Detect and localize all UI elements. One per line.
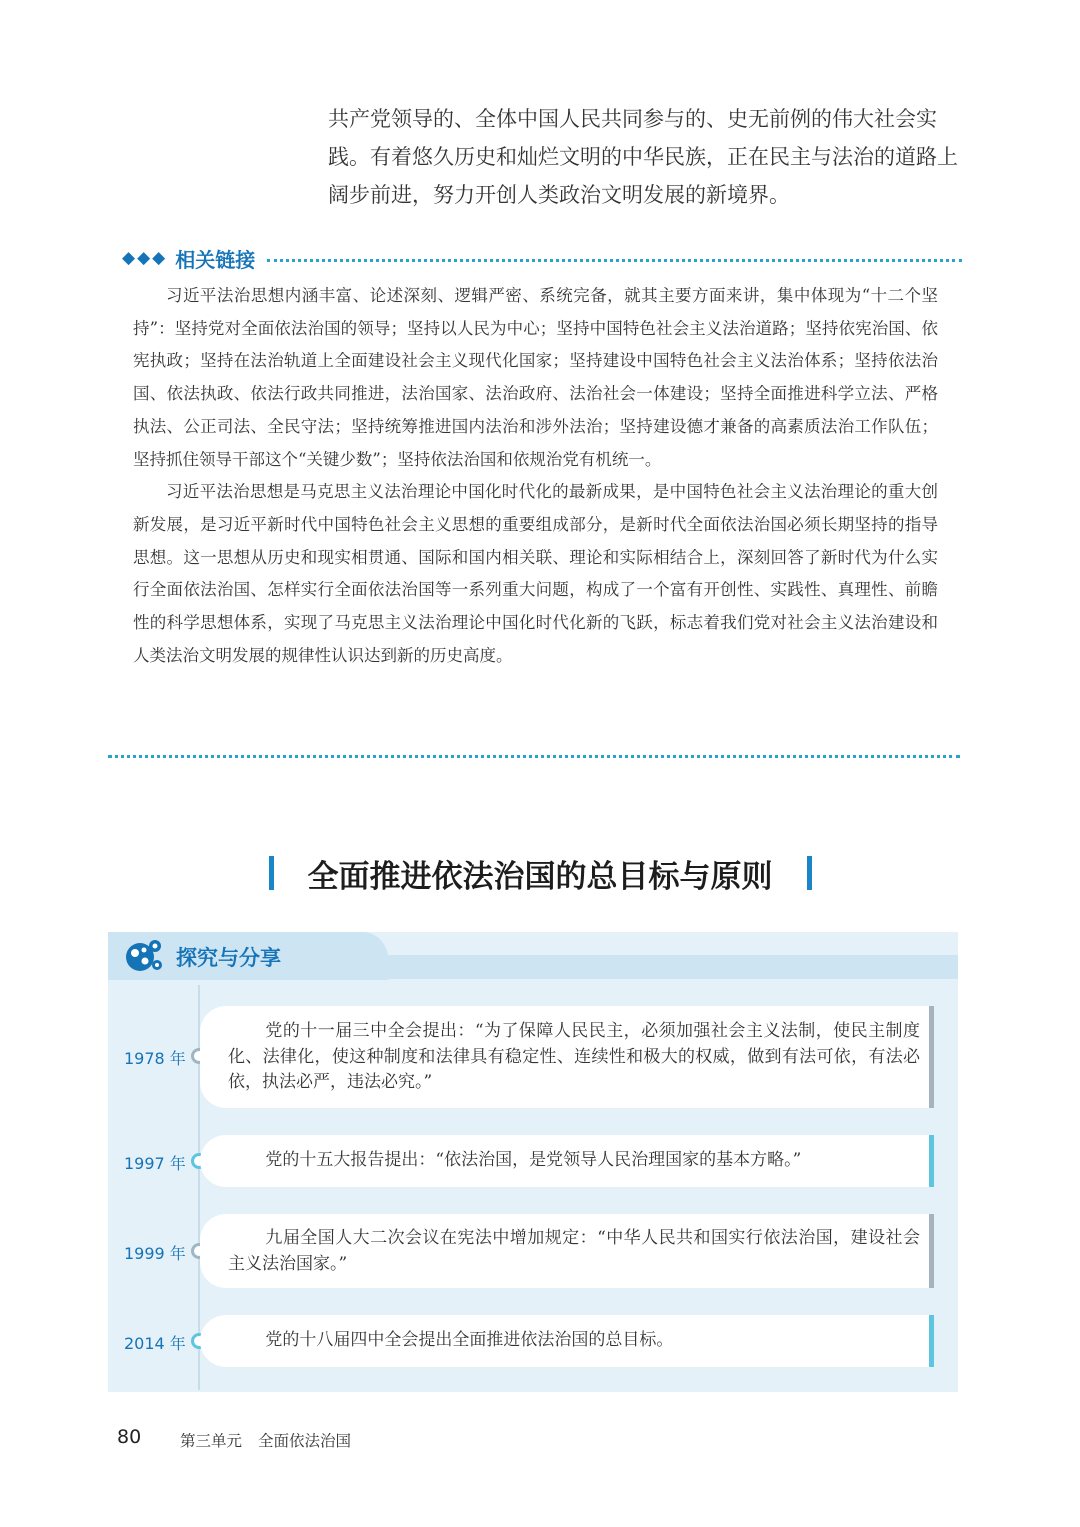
timeline-year: 1997 年: [124, 1154, 186, 1173]
timeline-card: [200, 1006, 934, 1108]
related-links-header: [122, 242, 962, 274]
card-edge: [929, 1315, 934, 1367]
unit-title: 全面依法治国: [258, 1432, 352, 1450]
unit-number: 第三单元: [180, 1432, 243, 1450]
timeline-year: 2014 年: [124, 1334, 186, 1353]
timeline-card: [200, 1214, 934, 1288]
section-title: 全面推进依法治国的总目标与原则: [307, 858, 773, 895]
card-edge: [929, 1006, 934, 1108]
page-number: 80: [117, 1426, 142, 1448]
related-links-body: [133, 280, 938, 672]
dotted-divider: [267, 259, 962, 262]
timeline-card-text: 党的十八届四中全会提出全面推进依法治国的总目标。: [265, 1330, 674, 1350]
related-links-title: 相关链接: [175, 247, 256, 272]
timeline-year: 1978 年: [124, 1049, 186, 1068]
footer-unit-label: [180, 1429, 367, 1451]
heading-right-bar: [807, 856, 812, 890]
share-bubbles-icon: [124, 937, 164, 975]
timeline-card-text: 九届全国人大二次会议在宪法中增加规定：“中华人民共和国实行依法治国，建设社会主义法治国家。”: [228, 1228, 920, 1274]
dotted-divider-bottom: [108, 755, 960, 758]
timeline-year: 1999 年: [124, 1244, 186, 1263]
card-edge: [929, 1214, 934, 1288]
diamond-bullets-icon: ◆◆◆: [122, 248, 168, 268]
heading-left-bar: [269, 856, 274, 890]
card-edge: [929, 1135, 934, 1187]
timeline-card-text: 党的十一届三中全会提出：“为了保障人民民主，必须加强社会主义法制，使民主制度化、法律化，使这种制度和法律具有稳定性、连续性和极大的权威，做到有法可依，有法必依，执法必严，违法必究。”: [228, 1021, 920, 1092]
related-links-paragraph: 习近平法治思想内涵丰富、论述深刻、逻辑严密、系统完备，就其主要方面来讲，集中体现为“十二个坚持”：坚持党对全面依法治国的领导；坚持以人民为中心；坚持中国特色社会主义法治道路；坚持依宪治国、依宪执政；坚持在法治轨道上全面建设社会主义现代化国家；坚持建设中国特色社会主义法治体系；坚持依法治国、依法执政、依法行政共同推进，法治国家、法治政府、法治社会一体建设；坚持全面推进科学立法、严格执法、公正司法、全民守法；坚持统筹推进国内法治和涉外法治；坚持建设德才兼备的高素质法治工作队伍；坚持抓住领导干部这个“关键少数”；坚持依法治国和依规治党有机统一。: [133, 286, 938, 469]
explore-panel-title: 探究与分享: [176, 946, 281, 970]
section-heading: [0, 848, 1080, 898]
timeline-card-text: 党的十五大报告提出：“依法治国，是党领导人民治理国家的基本方略。”: [265, 1150, 802, 1170]
timeline-card: [200, 1315, 934, 1367]
related-links-paragraph: 习近平法治思想是马克思主义法治理论中国化时代化的最新成果，是中国特色社会主义法治理论的重大创新发展，是习近平新时代中国特色社会主义思想的重要组成部分，是新时代全面依法治国必须长期坚持的指导思想。这一思想从历史和现实相贯通、国际和国内相关联、理论和实际相结合上，深刻回答了新时代为什么实行全面依法治国、怎样实行全面依法治国等一系列重大问题，构成了一个富有开创性、实践性、真理性、前瞻性的科学思想体系，实现了马克思主义法治理论中国化时代化新的飞跃，标志着我们党对社会主义法治建设和人类法治文明发展的规律性认识达到新的历史高度。: [133, 482, 938, 665]
timeline-card: [200, 1135, 934, 1187]
intro-paragraph: 共产党领导的、全体中国人民共同参与的、史无前例的伟大社会实践。有着悠久历史和灿烂文明的中华民族，正在民主与法治的道路上阔步前进，努力开创人类政治文明发展的新境界。: [328, 107, 958, 207]
